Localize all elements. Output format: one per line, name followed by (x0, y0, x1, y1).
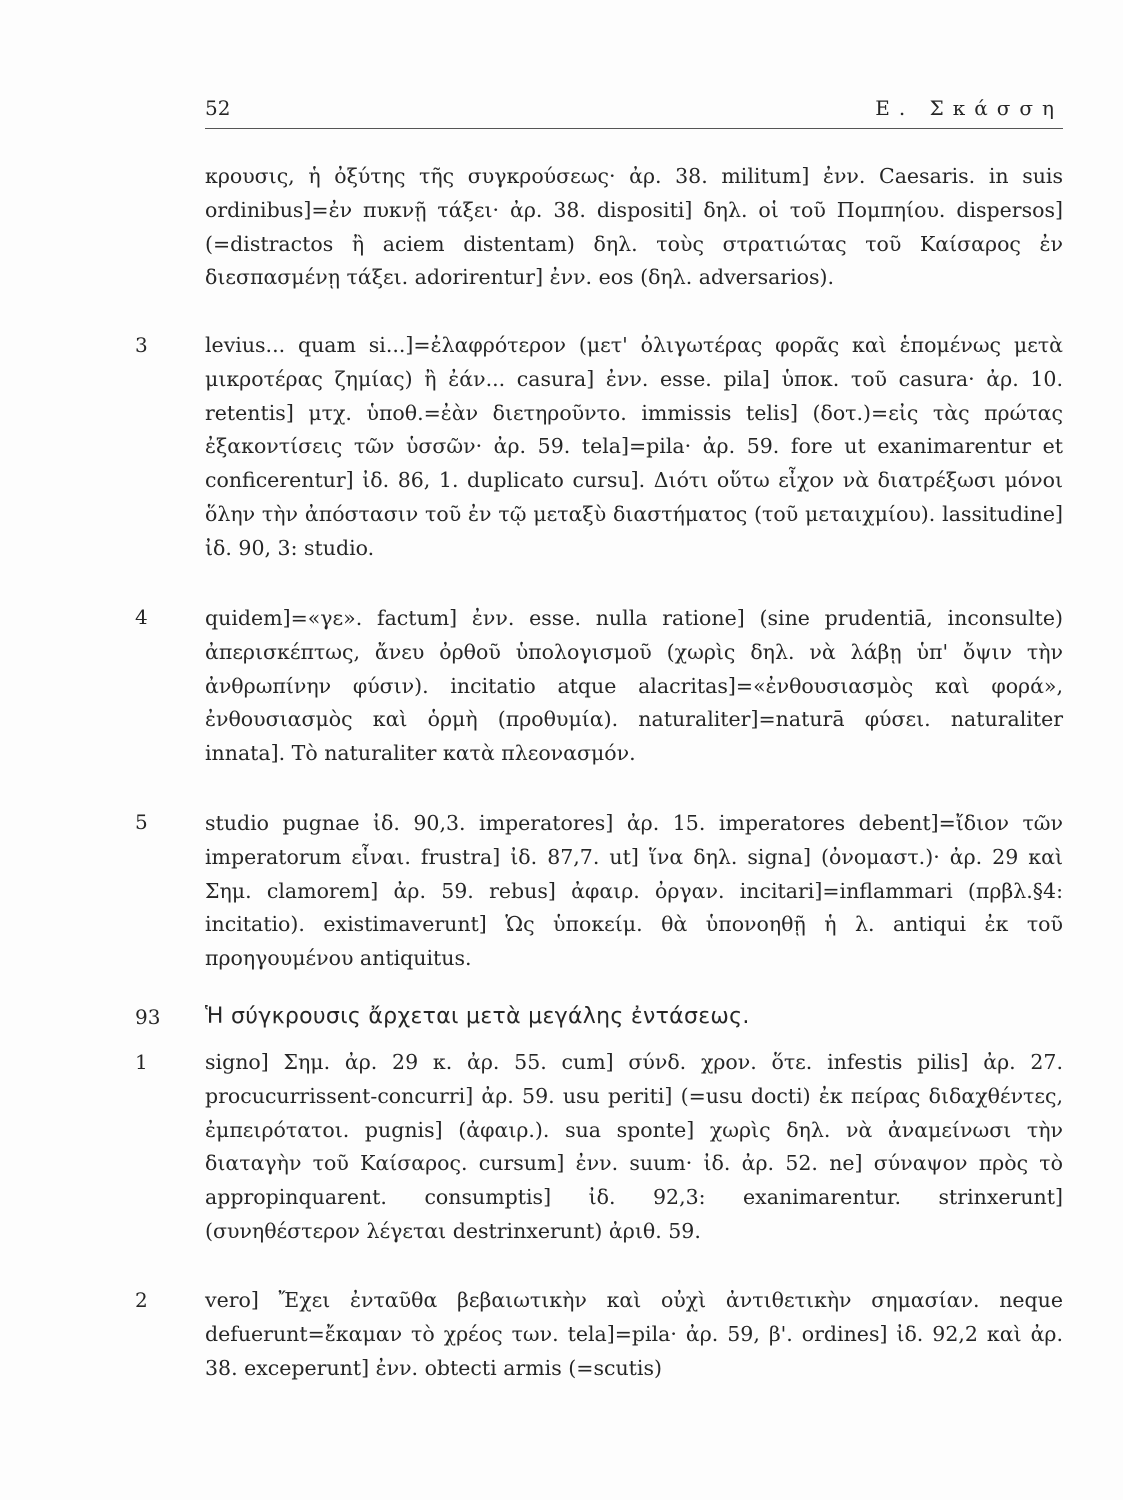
commentary-section (205, 1284, 1063, 1385)
chapter-heading: Ἡ σύγκρουσις ἄρχεται μετὰ μεγάλης ἐντάσεως. (205, 1004, 750, 1029)
header-rule (205, 128, 1063, 129)
page-header (205, 96, 1063, 126)
section-text: quidem]=«γε». factum] ἐνν. esse. nulla ratione] (sine prudentiā, inconsulte) ἀπερισκέπτως, ἄνευ ὀρθοῦ ὑπολογισμοῦ (χωρὶς δηλ. νὰ λάβῃ ὑπ' ὄψιν τὴν ἀνθρωπίνην φύσιν). incitatio atque alacritas]=«ἐνθουσιασμὸς καὶ φορά», ἐνθουσιασμὸς καὶ ὁρμὴ (προθυμία). naturaliter]=naturā φύσει. naturaliter innata]. Τὸ naturaliter κατὰ πλεονασμόν. (205, 606, 1063, 766)
margin-number: 5 (135, 810, 148, 834)
margin-number: 2 (135, 1288, 148, 1312)
commentary-section (205, 160, 1063, 295)
margin-number: 3 (135, 333, 148, 357)
commentary-section (205, 807, 1063, 976)
page-number: 52 (205, 96, 231, 120)
margin-number: 4 (135, 605, 148, 629)
commentary-section (205, 602, 1063, 771)
chapter-number: 93 (135, 1005, 161, 1029)
commentary-section (205, 329, 1063, 566)
section-text: signo] Σημ. ἀρ. 29 κ. ἀρ. 55. cum] σύνδ. χρον. ὅτε. infestis pilis] ἀρ. 27. procucurrissent-concurri] ἀρ. 59. usu periti] (=usu docti) ἐκ πείρας διδαχθέντες, ἐμπειρότατοι. pugnis] (ἀφαιρ.). sua sponte] χωρὶς δηλ. νὰ ἀναμείνωσι τὴν διαταγὴν τοῦ Καίσαρος. cursum] ἐνν. suum· ἰδ. ἀρ. 52. ne] σύναψον πρὸς τὸ appropinquarent. consumptis] ἰδ. 92,3: exanimarentur. strinxerunt] (συνηθέστερον λέγεται destrinxerunt) ἀριθ. 59. (205, 1050, 1063, 1243)
commentary-section (205, 1046, 1063, 1249)
section-text: vero] Ἔχει ἐνταῦθα βεβαιωτικὴν καὶ οὐχὶ ἀντιθετικὴν σημασίαν. neque defuerunt=ἔκαμαν τὸ χρέος των. tela]=pila· ἀρ. 59, β'. ordines] ἰδ. 92,2 καὶ ἀρ. 38. exceperunt] ἐνν. obtecti armis (=scutis) (205, 1288, 1063, 1380)
section-text: studio pugnae ἰδ. 90,3. imperatores] ἀρ. 15. imperatores debent]=ἴδιον τῶν imperatorum εἶναι. frustra] ἰδ. 87,7. ut] ἵνα δηλ. signa] (ὀνομαστ.)· ἀρ. 29 καὶ Σημ. clamorem] ἀρ. 59. rebus] ἀφαιρ. ὀργαν. incitari]=inflammari (πρβλ.§4: incitatio). existimaverunt] Ὡς ὑποκείμ. θὰ ὑπονοηθῇ ἡ λ. antiqui ἐκ τοῦ προηγουμένου antiquitus. (205, 811, 1063, 971)
running-head: Ε. Σκάσση (875, 96, 1063, 120)
section-text: κρουσις, ἡ ὀξύτης τῆς συγκρούσεως· ἀρ. 38. militum] ἐνν. Caesaris. in suis ordinibus]=ἐν πυκνῇ τάξει· ἀρ. 38. dispositi] δηλ. οἱ τοῦ Πομπηίου. dispersos] (=distractos ἢ aciem distentam) δηλ. τοὺς στρατιώτας τοῦ Καίσαρος ἐν διεσπασμένῃ τάξει. adorirentur] ἐνν. eos (δηλ. adversarios). (205, 164, 1063, 290)
margin-number: 1 (135, 1050, 148, 1074)
section-text: levius... quam si...]=ἐλαφρότερον (μετ' ὀλιγωτέρας φορᾶς καὶ ἑπομένως μετὰ μικροτέρας ζημίας) ἢ ἐάν... casura] ἐνν. esse. pila] ὑποκ. τοῦ casura· ἀρ. 10. retentis] μτχ. ὑποθ.=ἐὰν διετηροῦντο. immissis telis] (δοτ.)=εἰς τὰς πρώτας ἐξακοντίσεις τῶν ὑσσῶν· ἀρ. 59. tela]=pila· ἀρ. 59. fore ut exanimarentur et conficerentur] ἰδ. 86, 1. duplicato cursu]. Διότι οὕτω εἶχον νὰ διατρέξωσι μόνοι ὅλην τὴν ἀπόστασιν τοῦ ἐν τῷ μεταξὺ διαστήματος (τοῦ μεταιχμίου). lassitudine] ἰδ. 90, 3: studio. (205, 333, 1063, 560)
